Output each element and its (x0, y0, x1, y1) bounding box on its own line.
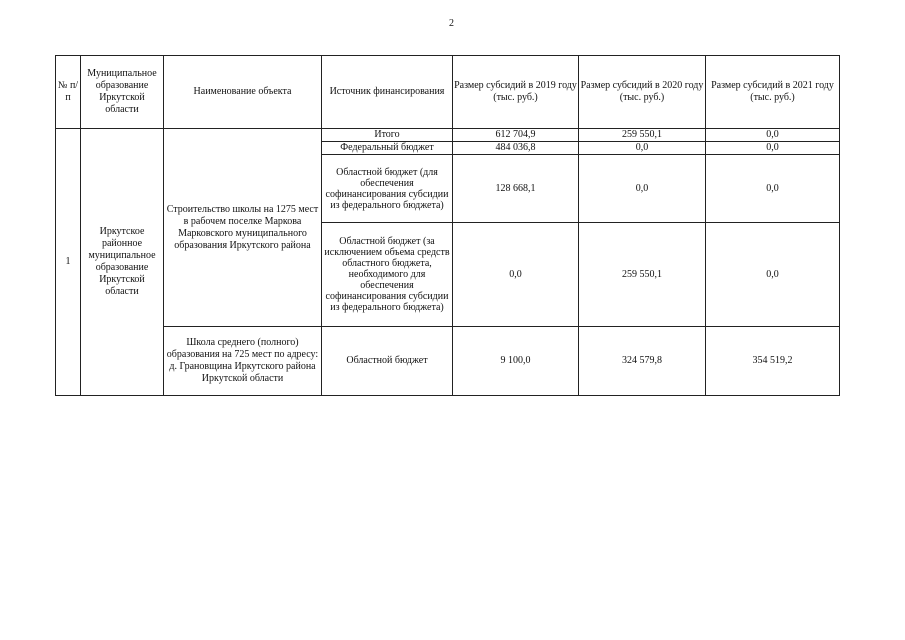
header-object-name: Наименование объекта (164, 56, 322, 129)
header-funding-source: Источник финансирования (322, 56, 453, 129)
header-number: № п/п (56, 56, 81, 129)
municipality-cell: Иркутское районное муниципальное образование Иркутской области (81, 129, 164, 396)
value-2021-cell: 0,0 (706, 223, 840, 327)
object-name-cell: Школа среднего (полного) образования на 725 мест по адресу: д. Грановщина Иркутского района Иркутской области (164, 327, 322, 396)
value-2020-cell: 0,0 (579, 155, 706, 223)
value-2021-cell: 0,0 (706, 155, 840, 223)
table-header-row (56, 56, 840, 129)
header-2020: Размер субсидий в 2020 году (тыс. руб.) (579, 56, 706, 129)
header-2021: Размер субсидий в 2021 году (тыс. руб.) (706, 56, 840, 129)
value-2019-cell: 484 036,8 (453, 142, 579, 155)
value-2019-cell: 612 704,9 (453, 129, 579, 142)
funding-source-cell: Итого (322, 129, 453, 142)
subsidy-table (55, 55, 840, 396)
table-row (56, 327, 840, 396)
header-2019: Размер субсидий в 2019 году (тыс. руб.) (453, 56, 579, 129)
value-2019-cell: 128 668,1 (453, 155, 579, 223)
header-municipality: Муниципальное образование Иркутской области (81, 56, 164, 129)
value-2021-cell: 354 519,2 (706, 327, 840, 396)
page-number: 2 (449, 18, 454, 29)
value-2020-cell: 259 550,1 (579, 129, 706, 142)
funding-source-cell: Областной бюджет (за исключением объема средств областного бюджета, необходимого для обеспечения софинансирования субсидии из федерального бюджета) (322, 223, 453, 327)
funding-source-cell: Федеральный бюджет (322, 142, 453, 155)
value-2019-cell: 9 100,0 (453, 327, 579, 396)
value-2021-cell: 0,0 (706, 129, 840, 142)
funding-source-cell: Областной бюджет (для обеспечения софинансирования субсидии из федерального бюджета) (322, 155, 453, 223)
value-2020-cell: 259 550,1 (579, 223, 706, 327)
value-2020-cell: 324 579,8 (579, 327, 706, 396)
table-row (56, 129, 840, 142)
value-2020-cell: 0,0 (579, 142, 706, 155)
object-name-cell: Строительство школы на 1275 мест в рабочем поселке Маркова Марковского муниципального образования Иркутского района (164, 129, 322, 327)
value-2021-cell: 0,0 (706, 142, 840, 155)
row-number-cell: 1 (56, 129, 81, 396)
funding-source-cell: Областной бюджет (322, 327, 453, 396)
value-2019-cell: 0,0 (453, 223, 579, 327)
